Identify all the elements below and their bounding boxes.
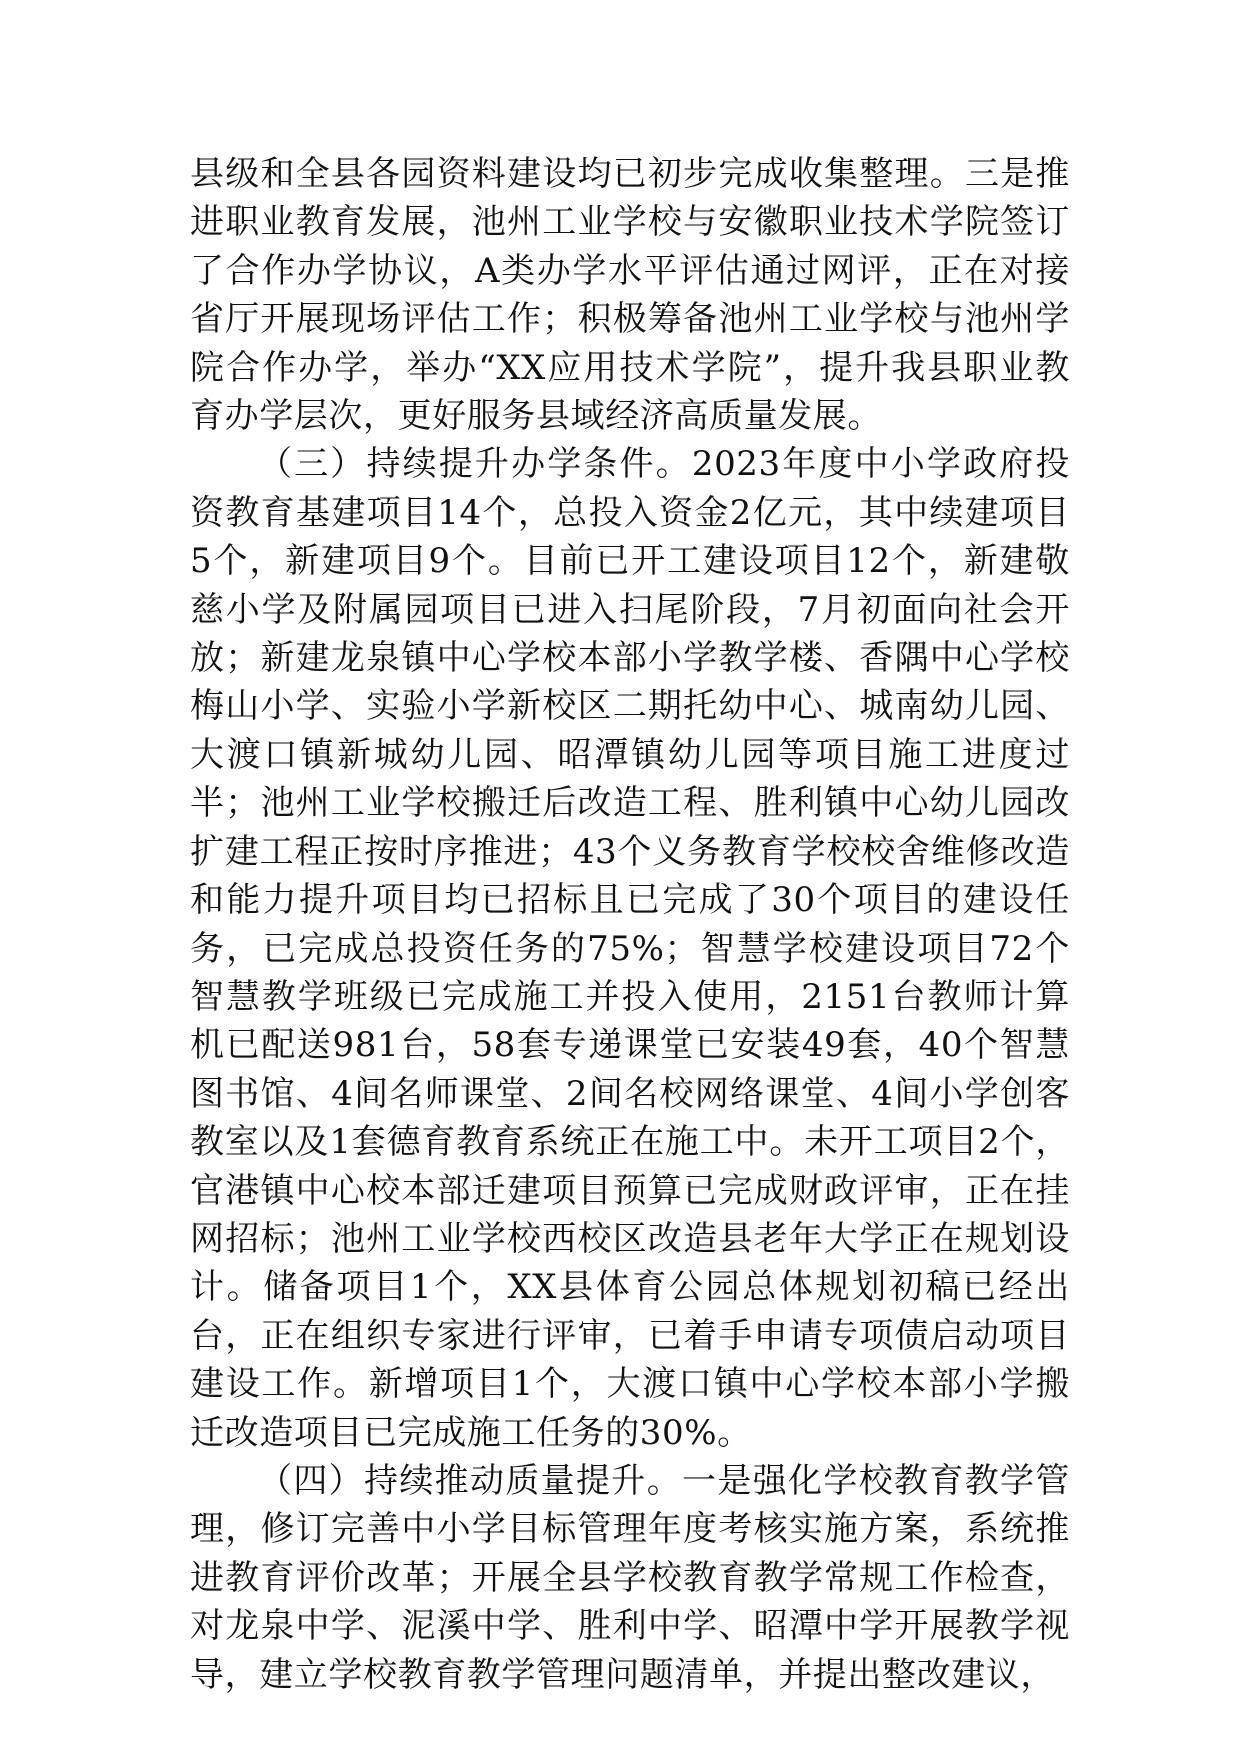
document-page <box>190 150 1070 1699</box>
paragraph-quality-improvement: （四）持续推动质量提升。一是强化学校教育教学管理，修订完善中小学目标管理年度考核实施方案，系统推进教育评价改革；开展全县学校教育教学常规工作检查，对龙泉中学、泥溪中学、胜利中学、昭潭中学开展教学视导，建立学校教育教学管理问题清单，并提出整改建议， <box>190 1460 1070 1695</box>
paragraph-vocational-education: 县级和全县各园资料建设均已初步完成收集整理。三是推进职业教育发展，池州工业学校与安徽职业技术学院签订了合作办学协议，A类办学水平评估通过网评，正在对接省厅开展现场评估工作；积极筹备池州工业学校与池州学院合作办学，举办“XX应用技术学院”，提升我县职业教育办学层次，更好服务县域经济高质量发展。 <box>190 154 1070 437</box>
paragraph-school-conditions: （三）持续提升办学条件。2023年度中小学政府投资教育基建项目14个，总投入资金2亿元，其中续建项目5个，新建项目9个。目前已开工建设项目12个，新建敬慈小学及附属园项目已进入扫尾阶段，7月初面向社会开放；新建龙泉镇中心学校本部小学教学楼、香隅中心学校梅山小学、实验小学新校区二期托幼中心、城南幼儿园、大渡口镇新城幼儿园、昭潭镇幼儿园等项目施工进度过半；池州工业学校搬迁后改造工程、胜利镇中心幼儿园改扩建工程正按时序推进；43个义务教育学校校舍维修改造和能力提升项目均已招标且已完成了30个项目的建设任务，已完成总投资任务的75%；智慧学校建设项目72个智慧教学班级已完成施工并投入使用，2151台教师计算机已配送981台，58套专递课堂已安装49套，40个智慧图书馆、4间名师课堂、2间名校网络课堂、4间小学创客教室以及1套德育教育系统正在施工中。未开工项目2个，官港镇中心校本部迁建项目预算已完成财政评审，正在挂网招标；池州工业学校西校区改造县老年大学正在规划设计。储备项目1个，XX县体育公园总体规划初稿已经出台，正在组织专家进行评审，已着手申请专项债启动项目建设工作。新增项目1个，大渡口镇中心学校本部小学搬迁改造项目已完成施工任务的30%。 <box>190 444 1070 1453</box>
